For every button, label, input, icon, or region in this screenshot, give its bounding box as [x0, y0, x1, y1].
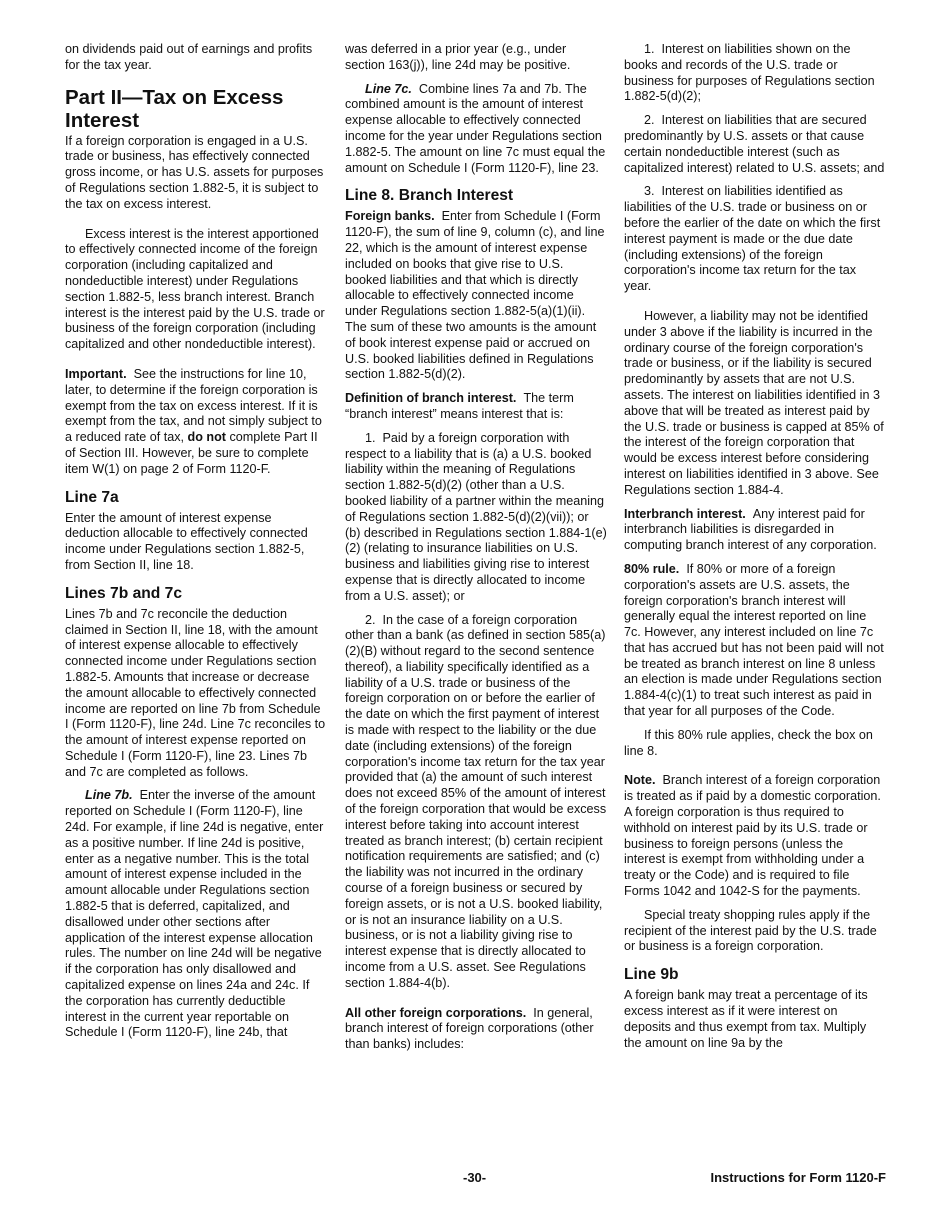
text-run: If 80% or more of a foreign corporation's assets are U.S. assets, the foreign corporation's branch interest will generally equal the interest reported on line 7c. However, any interest included on line 7c that has accrued but has not been paid will not be treated as branch interest on line 8 unless an election is made under Regulations section 1.884-4(c)(1) to treat such interest as paid in that year for all purposes of the Code. — [624, 561, 884, 719]
text-run: Enter the inverse of the amount reported on Schedule I (Form 1120-F), line 24d. For example, if line 24d is negative, enter as a positive number. If line 24d is positive, enter as a negative number. This is the total amount of interest expense included in the amount allocable under Regulations section 1.882-5 that is deferred, capitalized, and disallowed under other sections after application of the interest expense allocation rules. The number on line 24d will be negative if the corporation has only disallowed and capitalized expense on lines 24a and 24c. If the corporation has currently deductible interest in the current year reportable on Schedule I (Form 1120-F), line 24b, that — [65, 788, 324, 1040]
run-in-heading: 80% rule. — [624, 561, 680, 576]
run-in-heading: Note. — [624, 773, 656, 788]
list-item: 2. In the case of a foreign corporation other than a bank (as defined in section 585(a)(2)(B) without regard to the second sentence thereof), a liability specifically identified as a liability of a U.S. trade or business of the foreign corporation on or before the earlier of the date on which the first payment of interest is made with respect to the liability or the due date (including extensions) of the foreign corporation's income tax return for the tax year provided that (a) the amount of such interest does not exceed 85% of the amount of interest of the foreign corporation that would be excess interest before taking into account interest treated as branch interest; (b) certain recipient notification requirements are satisfied; and (c) the liability was not incurred in the ordinary course of a foreign business or secured by foreign assets, or is not a U.S. booked liability, or is not an insurance liability on a U.S. business, or is not a liability giving rise to interest expense that is directly allocated to income from a U.S. asset. See Regulations section 1.884-4(b). — [345, 612, 607, 990]
bold-text: do not — [187, 430, 226, 445]
subsection-heading: Line 7a — [65, 488, 119, 506]
column-3 — [624, 42, 886, 1059]
paragraph — [345, 391, 607, 423]
run-in-heading: All other foreign corporations. — [345, 1005, 527, 1020]
paragraph — [624, 507, 886, 554]
list-item: 1. Paid by a foreign corporation with respect to a liability that is (a) a U.S. booked liability within the meaning of Regulations section 1.882-5(d)(2) (other than a U.S. booked liability of a partner within the meaning of Regulations section 1.882-5(d)(2)(vii)); or (b) described in Regulations section 1.884-1(e)(2) (relating to insurance liabilities on U.S. business and liabilities giving rise to interest expense that is directly allocated to income from a U.S. asset); or — [345, 430, 607, 603]
page-number: -30- — [463, 1170, 487, 1185]
subsection-heading: Line 8. Branch Interest — [345, 187, 514, 205]
paragraph — [624, 773, 886, 899]
text-run: Any interest paid for interbranch liabilities is disregarded in computing branch interest of any corporation. — [624, 506, 877, 553]
paragraph — [624, 562, 886, 720]
paragraph: was deferred in a prior year (e.g., under section 163(j)), line 24d may be positive. — [345, 42, 571, 72]
subsection-heading: Lines 7b and 7c — [65, 584, 182, 602]
paragraph — [345, 1006, 607, 1053]
subsection-heading: Line 9b — [624, 966, 679, 984]
run-in-heading: Foreign banks. — [345, 209, 435, 224]
paragraph: A foreign bank may treat a percentage of its excess interest as if it were interest on deposits and thus exempt from tax. Multiply the amount on line 9a by the — [624, 988, 868, 1050]
paragraph: However, a liability may not be identified under 3 above if the liability is incurred in the ordinary course of the foreign corporation's trade or business, or if the liability is secured predominantly by assets that are not U.S. assets. The interest on liabilities identified in 3 above that will be treated as interest paid by the U.S. trade or business is capped at 85% of the interest of the foreign corporation that would be excess interest before considering interest on liabilities identified in 3 above. See Regulations section 1.884-4. — [624, 308, 884, 497]
paragraph: Enter the amount of interest expense deduction allocable to effectively connected income under Regulations section 1.882-5, from Section II, line 18. — [65, 510, 308, 572]
run-in-heading: Important. — [65, 366, 127, 381]
paragraph — [65, 788, 327, 1041]
text-run: Combine lines 7a and 7b. The combined amount is the amount of interest expense allocable to effectively connected income for the year under Regulations section 1.882-5. The amount on line 7c must equal the amount on Schedule I (Form 1120-F), line 23. — [345, 81, 606, 175]
paragraph: If a foreign corporation is engaged in a U.S. trade or business, has effectively connected gross income, or has U.S. assets for purposes of Regulations section 1.882-5, it is subject to the tax on excess interest. — [65, 133, 324, 211]
run-in-heading: Line 7c. — [365, 81, 412, 96]
text-run: The term “branch interest” means interest that is: — [345, 391, 574, 421]
list-item: 2. Interest on liabilities that are secured predominantly by U.S. assets or that cause certain nondeductible interest (such as capitalized interest) related to U.S. assets; and — [624, 113, 885, 175]
section-heading: Part II—Tax on Excess Interest — [65, 85, 284, 132]
important-paragraph — [65, 367, 327, 478]
text-run: Branch interest of a foreign corporation is treated as if paid by a domestic corporation. A foreign corporation is thus required to withhold on interest paid by its U.S. trade or business to foreign persons (unless the interest is exempt from withholding under a treaty or the Code) and is required to file Forms 1042 and 1042-S for the payments. — [624, 773, 881, 899]
text-run: See the instructions for line 10, later, to determine if the foreign corporation is exempt from the tax on excess interest. If it is exempt from the tax, and not simply subject to a reduced rate of tax, — [65, 366, 322, 445]
paragraph: Excess interest is the interest apportioned to effectively connected income of the foreign corporation (including capitalized and nondeductible interest) under Regulations section 1.882-5, less branch interest. Branch interest is the interest paid by the U.S. trade or business of the foreign corporation (including capitalized and other nondeductible interest). — [65, 226, 325, 352]
text-run: Enter from Schedule I (Form 1120-F), the sum of line 9, column (c), and line 22, which is the amount of interest expense included on books that give rise to U.S. booked liabilities and that which is directly allocable to effectively connected income under Regulations section 1.882-5(a)(1)(ii). The sum of these two amounts is the amount of book interest expense paid or accrued on U.S. booked liabilities defined in Regulations section 1.882-5(d)(2). — [345, 209, 605, 382]
list-item: 1. Interest on liabilities shown on the books and records of the U.S. trade or business for purposes of Regulations section 1.882-5(d)(2); — [624, 42, 875, 104]
form-reference: Instructions for Form 1120-F — [710, 1170, 886, 1185]
paragraph: on dividends paid out of earnings and profits for the tax year. — [65, 42, 313, 72]
paragraph: Lines 7b and 7c reconcile the deduction claimed in Section II, line 18, with the amount of interest expense allocable to effectively connected income under Regulations section 1.882-5. Amounts that increase or decrease the amount allocable to effectively connected income are reported on line 7b from Schedule I (Form 1120-F), line 24d. Line 7c reconciles to the amount of interest expense reported on Schedule I (Form 1120-F), line 23. Lines 7b and 7c are completed as follows. — [65, 606, 326, 779]
list-item: 3. Interest on liabilities identified as liabilities of the U.S. trade or business on or before the earlier of the date on which the first interest payment is made or the due date (including extensions) of the foreign corporation's income tax return for the tax year. — [624, 184, 881, 294]
page-footer — [65, 1170, 886, 1188]
paragraph — [345, 209, 607, 383]
paragraph: Special treaty shopping rules apply if the recipient of the interest paid by the U.S. trade or business is a foreign corporation. — [624, 907, 877, 954]
run-in-heading: Interbranch interest. — [624, 506, 746, 521]
paragraph — [345, 82, 607, 177]
column-2 — [345, 42, 607, 1061]
text-run: complete Part II of Section III. However, be sure to complete item W(1) on page 2 of Form 1120-F. — [65, 430, 318, 476]
column-1 — [65, 42, 327, 1049]
run-in-heading: Line 7b. — [85, 788, 133, 803]
paragraph: If this 80% rule applies, check the box on line 8. — [624, 727, 873, 758]
run-in-heading: Definition of branch interest. — [345, 391, 517, 406]
text-run: In general, branch interest of foreign corporations (other than banks) includes: — [345, 1005, 594, 1052]
